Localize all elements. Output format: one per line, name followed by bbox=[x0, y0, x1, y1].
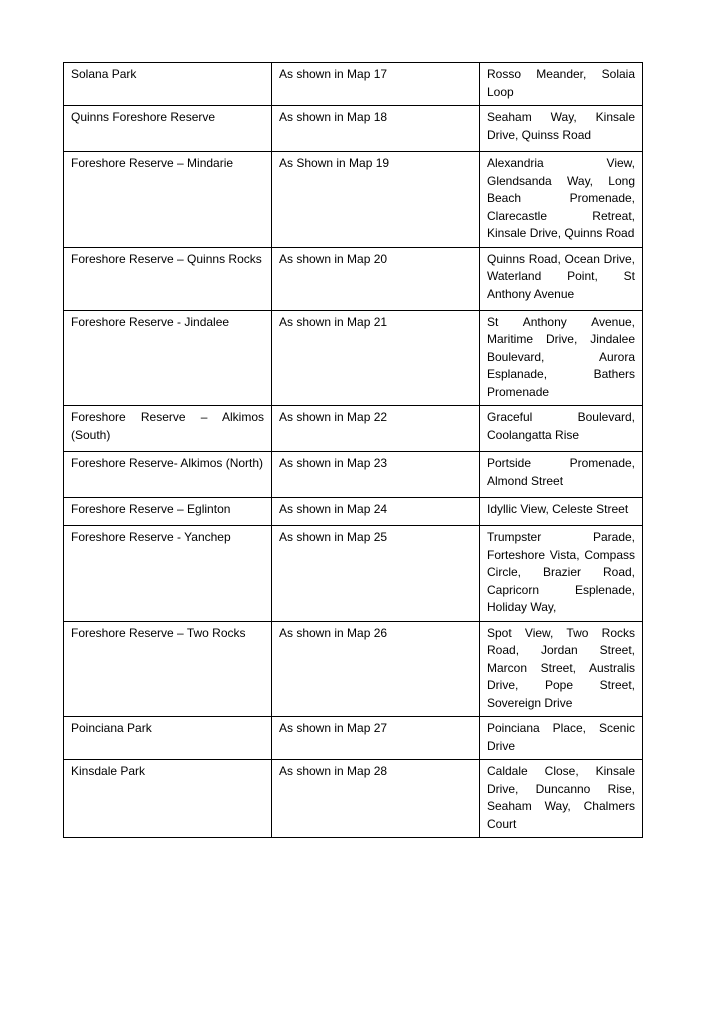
streets-cell: St Anthony Avenue, Maritime Drive, Jindalee Boulevard, Aurora Esplanade, Bathers Promenade bbox=[480, 310, 643, 406]
streets-cell: Graceful Boulevard, Coolangatta Rise bbox=[480, 406, 643, 452]
table-row bbox=[64, 406, 643, 452]
reserve-name-cell: Foreshore Reserve - Jindalee bbox=[64, 310, 272, 406]
reserve-name-cell: Quinns Foreshore Reserve bbox=[64, 106, 272, 152]
reserves-table-body bbox=[64, 63, 643, 838]
table-row bbox=[64, 498, 643, 526]
map-reference-cell: As shown in Map 20 bbox=[272, 247, 480, 310]
map-reference-cell: As shown in Map 24 bbox=[272, 498, 480, 526]
reserve-name-cell: Foreshore Reserve - Yanchep bbox=[64, 526, 272, 622]
streets-cell: Caldale Close, Kinsale Drive, Duncanno Rise, Seaham Way, Chalmers Court bbox=[480, 760, 643, 838]
table-row bbox=[64, 526, 643, 622]
table-row bbox=[64, 106, 643, 152]
map-reference-cell: As shown in Map 17 bbox=[272, 63, 480, 106]
map-reference-cell: As shown in Map 21 bbox=[272, 310, 480, 406]
reserve-name-cell: Poinciana Park bbox=[64, 717, 272, 760]
reserve-name-cell: Solana Park bbox=[64, 63, 272, 106]
map-reference-cell: As Shown in Map 19 bbox=[272, 152, 480, 248]
map-reference-cell: As shown in Map 28 bbox=[272, 760, 480, 838]
table-row bbox=[64, 452, 643, 498]
map-reference-cell: As shown in Map 25 bbox=[272, 526, 480, 622]
reserves-table bbox=[63, 62, 643, 838]
streets-cell: Quinns Road, Ocean Drive, Waterland Point, St Anthony Avenue bbox=[480, 247, 643, 310]
streets-cell: Portside Promenade, Almond Street bbox=[480, 452, 643, 498]
map-reference-cell: As shown in Map 27 bbox=[272, 717, 480, 760]
reserve-name-cell: Foreshore Reserve – Quinns Rocks bbox=[64, 247, 272, 310]
reserve-name-cell: Kinsdale Park bbox=[64, 760, 272, 838]
map-reference-cell: As shown in Map 22 bbox=[272, 406, 480, 452]
table-row bbox=[64, 247, 643, 310]
streets-cell: Spot View, Two Rocks Road, Jordan Street, Marcon Street, Australis Drive, Pope Street, Sovereign Drive bbox=[480, 621, 643, 717]
streets-cell: Rosso Meander, Solaia Loop bbox=[480, 63, 643, 106]
table-row bbox=[64, 717, 643, 760]
streets-cell: Poinciana Place, Scenic Drive bbox=[480, 717, 643, 760]
reserve-name-cell: Foreshore Reserve- Alkimos (North) bbox=[64, 452, 272, 498]
reserve-name-cell: Foreshore Reserve – Two Rocks bbox=[64, 621, 272, 717]
streets-cell: Trumpster Parade, Forteshore Vista, Compass Circle, Brazier Road, Capricorn Esplenade, Holiday Way, bbox=[480, 526, 643, 622]
table-row bbox=[64, 621, 643, 717]
table-row bbox=[64, 310, 643, 406]
streets-cell: Alexandria View, Glendsanda Way, Long Beach Promenade, Clarecastle Retreat, Kinsale Drive, Quinns Road bbox=[480, 152, 643, 248]
reserve-name-cell: Foreshore Reserve – Mindarie bbox=[64, 152, 272, 248]
reserve-name-cell: Foreshore Reserve – Eglinton bbox=[64, 498, 272, 526]
table-row bbox=[64, 760, 643, 838]
map-reference-cell: As shown in Map 26 bbox=[272, 621, 480, 717]
table-row bbox=[64, 152, 643, 248]
reserve-name-cell: Foreshore Reserve – Alkimos (South) bbox=[64, 406, 272, 452]
streets-cell: Seaham Way, Kinsale Drive, Quinss Road bbox=[480, 106, 643, 152]
streets-cell: Idyllic View, Celeste Street bbox=[480, 498, 643, 526]
table-row bbox=[64, 63, 643, 106]
map-reference-cell: As shown in Map 18 bbox=[272, 106, 480, 152]
map-reference-cell: As shown in Map 23 bbox=[272, 452, 480, 498]
